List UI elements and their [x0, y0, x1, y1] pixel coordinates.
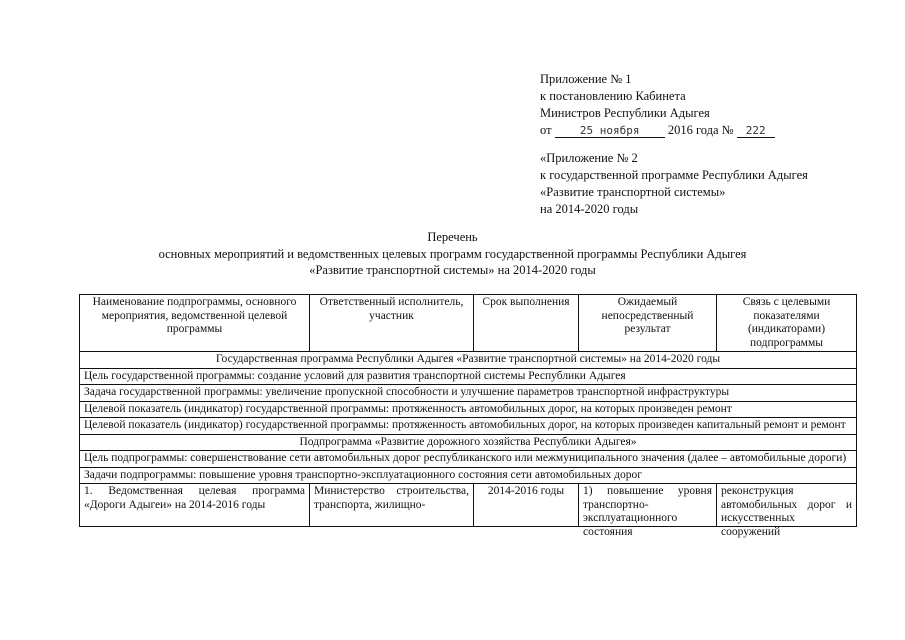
result-text: 1) повышение уровня транспортно-эксплуатационного состояния [583, 485, 712, 538]
result-cell [579, 484, 717, 538]
appendix-2-line-1: «Приложение № 2 [540, 151, 638, 165]
header-cell: Срок выполнения [474, 295, 579, 352]
appendix-2-block [540, 150, 808, 218]
document-subtitle-line-2: «Развитие транспортной системы» на 2014-2020 годы [309, 263, 596, 277]
table-header-row [80, 295, 857, 352]
table-row [80, 418, 857, 435]
term-text: 2014-2016 годы [487, 485, 565, 497]
appendix-1-line-3: Министров Республики Адыгея [540, 106, 710, 120]
span-cell: Целевой показатель (индикатор) государственной программы: протяженность автомобильных дорог, на которых произведен ремонт [80, 401, 857, 418]
measure-name-text: 1. Ведомственная целевая программа «Дороги Адыгеи» на 2014-2016 годы [84, 485, 305, 511]
indicator-link-text: реконструкция автомобильных дорог и искусственных сооружений [721, 485, 852, 538]
executor-cell [310, 484, 474, 527]
indicator-link-cell [717, 484, 857, 538]
appendix-2-line-3: «Развитие транспортной системы» [540, 185, 726, 199]
measure-name-cell [80, 484, 310, 527]
table-row [80, 451, 857, 468]
appendix-1-line-2: к постановлению Кабинета [540, 89, 686, 103]
executor-text: Министерство строительства, транспорта, жилищно- [314, 485, 469, 511]
table-row [80, 467, 857, 484]
table-row [80, 434, 857, 451]
document-title: Перечень [427, 230, 478, 244]
from-label: от [540, 123, 552, 137]
measures-table [79, 294, 857, 538]
header-cell: Наименование подпрограммы, основного мероприятия, ведомственной целевой программы [80, 295, 310, 352]
table-row [80, 484, 857, 527]
subprogram-title-cell: Подпрограмма «Развитие дорожного хозяйства Республики Адыгея» [80, 434, 857, 451]
table-row [80, 352, 857, 369]
decree-number: 222 [737, 124, 775, 138]
appendix-2-line-4: на 2014-2020 годы [540, 202, 639, 216]
appendix-1-block [540, 71, 775, 139]
span-cell: Задача государственной программы: увеличение пропускной способности и улучшение параметров транспортной инфраструктуры [80, 385, 857, 402]
appendix-1-date-line [540, 122, 775, 139]
header-cell: Ответственный исполнитель, участник [310, 295, 474, 352]
header-cell: Ожидаемый непосредственный результат [579, 295, 717, 352]
appendix-2-line-2: к государственной программе Республики Адыгея [540, 168, 808, 182]
date-value: 25 ноября [555, 124, 665, 138]
header-cell: Связь с целевыми показателями (индикаторами) подпрограммы [717, 295, 857, 352]
document-subtitle-line-1: основных мероприятий и ведомственных целевых программ государственной программы Республики Адыгея [158, 247, 747, 261]
span-cell: Цель государственной программы: создание условий для развития транспортной системы Республики Адыгея [80, 368, 857, 385]
span-cell: Целевой показатель (индикатор) государственной программы: протяженность автомобильных дорог, на которых произведен капитальный ремонт и ремонт [80, 418, 857, 435]
program-title-cell: Государственная программа Республики Адыгея «Развитие транспортной системы» на 2014-2020 годы [80, 352, 857, 369]
table-row [80, 385, 857, 402]
span-cell: Задачи подпрограммы: повышение уровня транспортно-эксплуатационного состояния сети автомобильных дорог [80, 467, 857, 484]
term-cell [474, 484, 579, 527]
table-row [80, 368, 857, 385]
table-row [80, 401, 857, 418]
year-label: 2016 года № [667, 123, 734, 137]
appendix-1-line-1: Приложение № 1 [540, 72, 632, 86]
span-cell: Цель подпрограммы: совершенствование сети автомобильных дорог республиканского или межмуниципального значения (далее – автомобильные дороги) [80, 451, 857, 468]
